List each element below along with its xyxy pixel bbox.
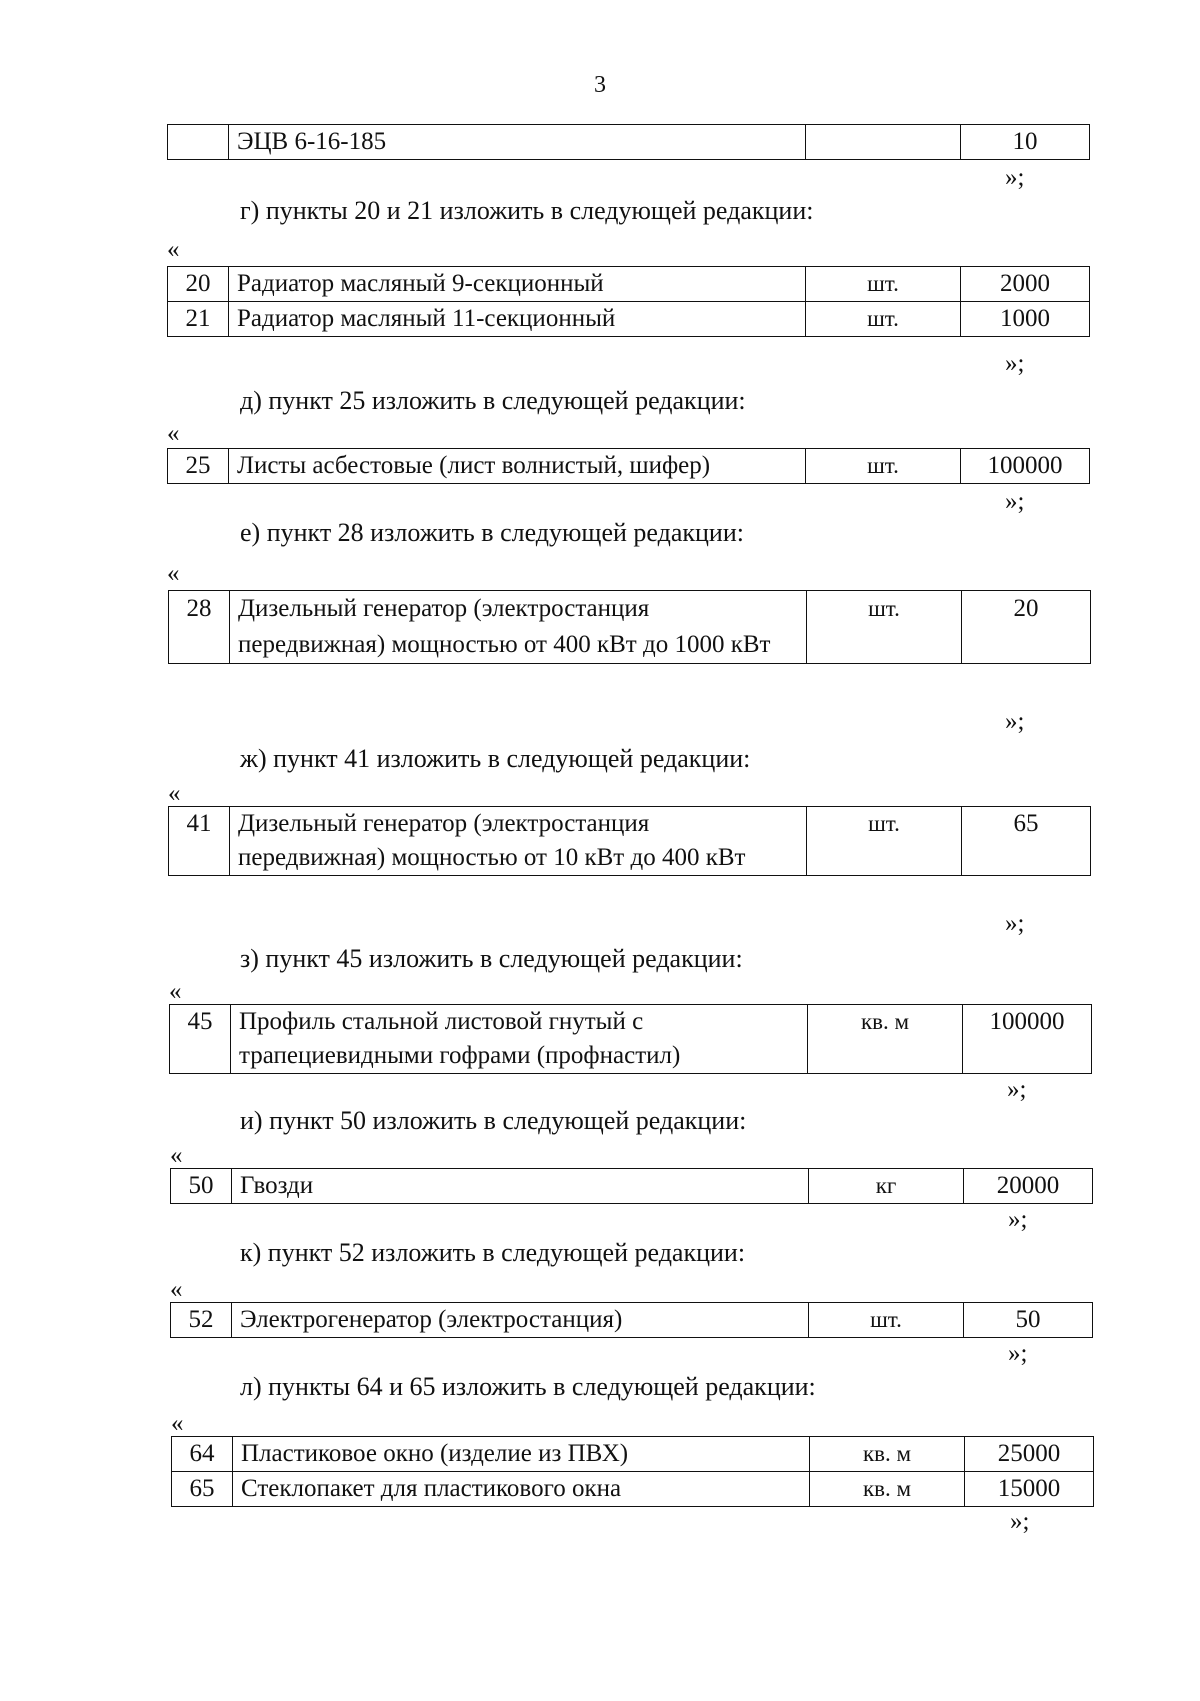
close-quote: »; bbox=[1008, 1206, 1028, 1233]
row-unit: шт. bbox=[807, 807, 962, 876]
table-continuation bbox=[167, 124, 1090, 160]
open-quote: « bbox=[169, 978, 182, 1005]
open-quote: « bbox=[170, 1142, 183, 1169]
table-row bbox=[168, 125, 1090, 160]
row-name: Листы асбестовые (лист волнистый, шифер) bbox=[229, 449, 806, 484]
row-qty: 50 bbox=[964, 1303, 1093, 1338]
row-number: 52 bbox=[171, 1303, 232, 1338]
open-quote: « bbox=[170, 1276, 183, 1303]
row-number: 28 bbox=[169, 591, 230, 664]
table-row bbox=[171, 1303, 1093, 1338]
row-number: 41 bbox=[169, 807, 230, 876]
row-unit: шт. bbox=[806, 302, 961, 337]
row-unit: шт. bbox=[806, 267, 961, 302]
row-number: 50 bbox=[171, 1169, 232, 1204]
close-quote: »; bbox=[1005, 164, 1025, 191]
section-table bbox=[168, 590, 1091, 664]
section-heading: ж) пункт 41 изложить в следующей редакции: bbox=[240, 744, 751, 773]
row-name: Пластиковое окно (изделие из ПВХ) bbox=[233, 1437, 810, 1472]
table-row bbox=[172, 1437, 1094, 1472]
row-qty: 25000 bbox=[965, 1437, 1094, 1472]
close-quote: »; bbox=[1005, 488, 1025, 515]
section-heading: л) пункты 64 и 65 изложить в следующей редакции: bbox=[240, 1372, 816, 1401]
section-heading: и) пункт 50 изложить в следующей редакции: bbox=[240, 1106, 747, 1135]
row-name: Стеклопакет для пластикового окна bbox=[233, 1472, 810, 1507]
section-table bbox=[170, 1168, 1093, 1204]
section-heading: г) пункты 20 и 21 изложить в следующей редакции: bbox=[240, 196, 814, 225]
table-row bbox=[169, 591, 1091, 664]
row-unit: шт. bbox=[809, 1303, 964, 1338]
row-name: Дизельный генератор (электростанция передвижная) мощностью от 10 кВт до 400 кВт bbox=[230, 807, 807, 876]
table-row bbox=[172, 1472, 1094, 1507]
row-unit: кв. м bbox=[808, 1005, 963, 1074]
row-qty: 10 bbox=[961, 125, 1090, 160]
section-heading: к) пункт 52 изложить в следующей редакции: bbox=[240, 1238, 746, 1267]
row-unit: кв. м bbox=[810, 1472, 965, 1507]
row-name: Профиль стальной листовой гнутый с трапециевидными гофрами (профнастил) bbox=[231, 1005, 808, 1074]
section-table bbox=[171, 1436, 1094, 1507]
row-number: 21 bbox=[168, 302, 229, 337]
table-row bbox=[170, 1005, 1092, 1074]
section-heading: е) пункт 28 изложить в следующей редакции: bbox=[240, 518, 744, 547]
row-qty: 1000 bbox=[961, 302, 1090, 337]
row-number bbox=[168, 125, 229, 160]
row-qty: 100000 bbox=[961, 449, 1090, 484]
open-quote: « bbox=[171, 1410, 184, 1437]
table-row bbox=[168, 267, 1090, 302]
open-quote: « bbox=[167, 420, 180, 447]
section-table bbox=[167, 266, 1090, 337]
row-unit: шт. bbox=[807, 591, 962, 664]
row-number: 45 bbox=[170, 1005, 231, 1074]
close-quote: »; bbox=[1007, 1076, 1027, 1103]
section-heading: д) пункт 25 изложить в следующей редакции: bbox=[240, 386, 746, 415]
table-row bbox=[168, 449, 1090, 484]
open-quote: « bbox=[167, 236, 180, 263]
row-name: Радиатор масляный 9-секционный bbox=[229, 267, 806, 302]
section-table bbox=[167, 448, 1090, 484]
close-quote: »; bbox=[1005, 708, 1025, 735]
table-row bbox=[171, 1169, 1093, 1204]
row-qty: 20 bbox=[962, 591, 1091, 664]
close-quote: »; bbox=[1010, 1508, 1030, 1535]
row-number: 25 bbox=[168, 449, 229, 484]
row-number: 65 bbox=[172, 1472, 233, 1507]
close-quote: »; bbox=[1005, 350, 1025, 377]
row-qty: 20000 bbox=[964, 1169, 1093, 1204]
row-unit: шт. bbox=[806, 449, 961, 484]
section-heading: з) пункт 45 изложить в следующей редакции: bbox=[240, 944, 743, 973]
page-number: 3 bbox=[594, 72, 606, 98]
row-qty: 65 bbox=[962, 807, 1091, 876]
open-quote: « bbox=[167, 560, 180, 587]
table-row bbox=[169, 807, 1091, 876]
row-qty: 15000 bbox=[965, 1472, 1094, 1507]
section-table bbox=[170, 1302, 1093, 1338]
close-quote: »; bbox=[1005, 910, 1025, 937]
row-name: Электрогенератор (электростанция) bbox=[232, 1303, 809, 1338]
section-table bbox=[168, 806, 1091, 876]
row-name: Дизельный генератор (электростанция передвижная) мощностью от 400 кВт до 1000 кВт bbox=[230, 591, 807, 664]
row-unit: кг bbox=[809, 1169, 964, 1204]
row-number: 20 bbox=[168, 267, 229, 302]
row-name: Радиатор масляный 11-секционный bbox=[229, 302, 806, 337]
table-row bbox=[168, 302, 1090, 337]
section-table bbox=[169, 1004, 1092, 1074]
row-unit bbox=[806, 125, 961, 160]
row-name: ЭЦВ 6-16-185 bbox=[229, 125, 806, 160]
close-quote: »; bbox=[1008, 1340, 1028, 1367]
open-quote: « bbox=[168, 780, 181, 807]
row-unit: кв. м bbox=[810, 1437, 965, 1472]
row-number: 64 bbox=[172, 1437, 233, 1472]
row-qty: 2000 bbox=[961, 267, 1090, 302]
row-name: Гвозди bbox=[232, 1169, 809, 1204]
row-qty: 100000 bbox=[963, 1005, 1092, 1074]
